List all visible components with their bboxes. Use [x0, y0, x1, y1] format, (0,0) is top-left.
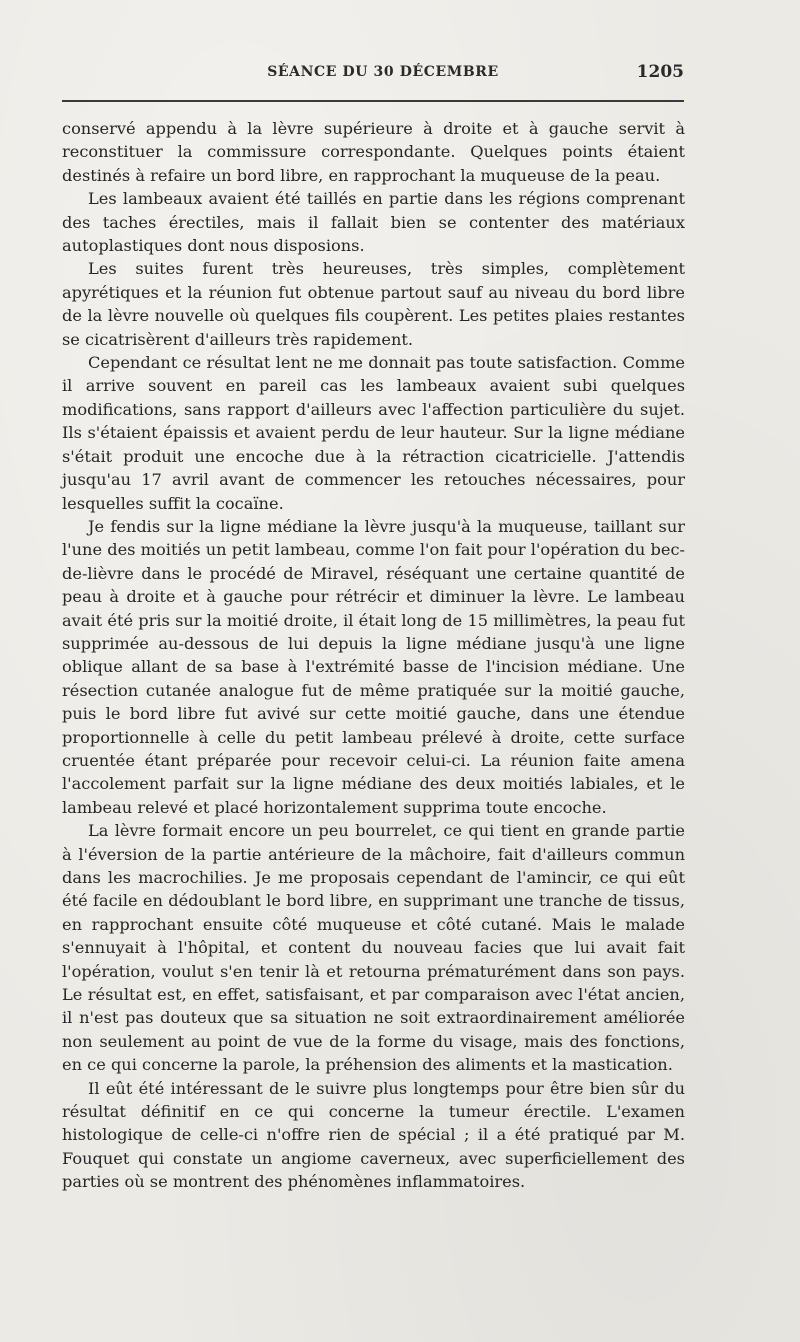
page-number: 1205 — [636, 62, 684, 82]
paragraph: Il eût été intéressant de le suivre plus longtemps pour être bien sûr du résultat définitif en ce qui concerne la tumeur érectile. L'examen histologique de celle-ci n'offre rien de spécial ; il a été pratiqué par M. Fouquet qui constate un angiome caverneux, avec superficiellement des parties où se montrent des phénomènes inflammatoires. — [62, 1078, 685, 1192]
running-head — [62, 64, 684, 86]
paragraph: Je fendis sur la ligne médiane la lèvre jusqu'à la muqueuse, taillant sur l'une des moitiés un petit lambeau, comme l'on fait pour l'opération du bec-de-lièvre dans le procédé de Miravel, réséquant une certaine quantité de peau à droite et à gauche pour rétrécir et diminuer la lèvre. Le lambeau avait été pris sur la moitié droite, il était long de 15 millimètres, la peau fut supprimée au-dessous de lui depuis la ligne médiane jusqu'à une ligne oblique allant de sa base à l'extrémité basse de l'incision médiane. Une résection cutanée analogue fut de même pratiquée sur la moitié gauche, puis le bord libre fut avivé sur cette moitié gauche, dans une étendue proportionnelle à celle du petit lambeau prélevé à droite, cette surface cruentée étant préparée pour recevoir celui-ci. La réunion faite amena l'accolement parfait sur la ligne médiane des deux moitiés labiales, et le lambeau relevé et placé horizontalement supprima toute encoche. — [62, 516, 685, 817]
paragraph: Cependant ce résultat lent ne me donnait pas toute satisfaction. Comme il arrive souvent en pareil cas les lambeaux avaient subi quelques modifications, sans rapport d'ailleurs avec l'affection particulière du sujet. Ils s'étaient épaissis et avaient perdu de leur hauteur. Sur la ligne médiane s'était produit une encoche due à la rétraction cicatricielle. J'attendis jusqu'au 17 avril avant de commencer les retouches nécessaires, pour lesquelles suffit la cocaïne. — [62, 353, 685, 513]
paragraph: Les lambeaux avaient été taillés en partie dans les régions comprenant des taches érectiles, mais il fallait bien se contenter des matériaux autoplastiques dont nous disposions. — [62, 189, 685, 256]
paragraph: conservé appendu à la lèvre supérieure à droite et à gauche servit à reconstituer la commissure correspondante. Quelques points étaient destinés à refaire un bord libre, en rapprochant la muqueuse de la peau. — [62, 119, 685, 185]
paragraph: La lèvre formait encore un peu bourrelet, ce qui tient en grande partie à l'éversion de la partie antérieure de la mâchoire, fait d'ailleurs commun dans les macrochilies. Je me proposais cependant de l'amincir, ce qui eût été facile en dédoublant le bord libre, en supprimant une tranche de tissus, en rapprochant ensuite côté muqueuse et côté cutané. Mais le malade s'ennuyait à l'hôpital, et content du nouveau facies que lui avait fait l'opération, voulut s'en tenir là et retourna prématurément dans son pays. Le résultat est, en effet, satisfaisant, et par comparaison avec l'état ancien, il n'est pas douteux que sa situation ne soit extraordinairement améliorée non seulement au point de vue de la forme du visage, mais des fonctions, en ce qui concerne la parole, la préhension des aliments et la mastication. — [62, 821, 685, 1075]
running-title: SÉANCE DU 30 DÉCEMBRE — [267, 64, 499, 80]
body-text — [62, 117, 685, 1194]
header-rule — [62, 100, 684, 102]
paragraph: Les suites furent très heureuses, très simples, complètement apyrétiques et la réunion fut obtenue partout sauf au niveau du bord libre de la lèvre nouvelle où quelques fils coupèrent. Les petites plaies restantes se cicatrisèrent d'ailleurs très rapidement. — [62, 259, 685, 349]
